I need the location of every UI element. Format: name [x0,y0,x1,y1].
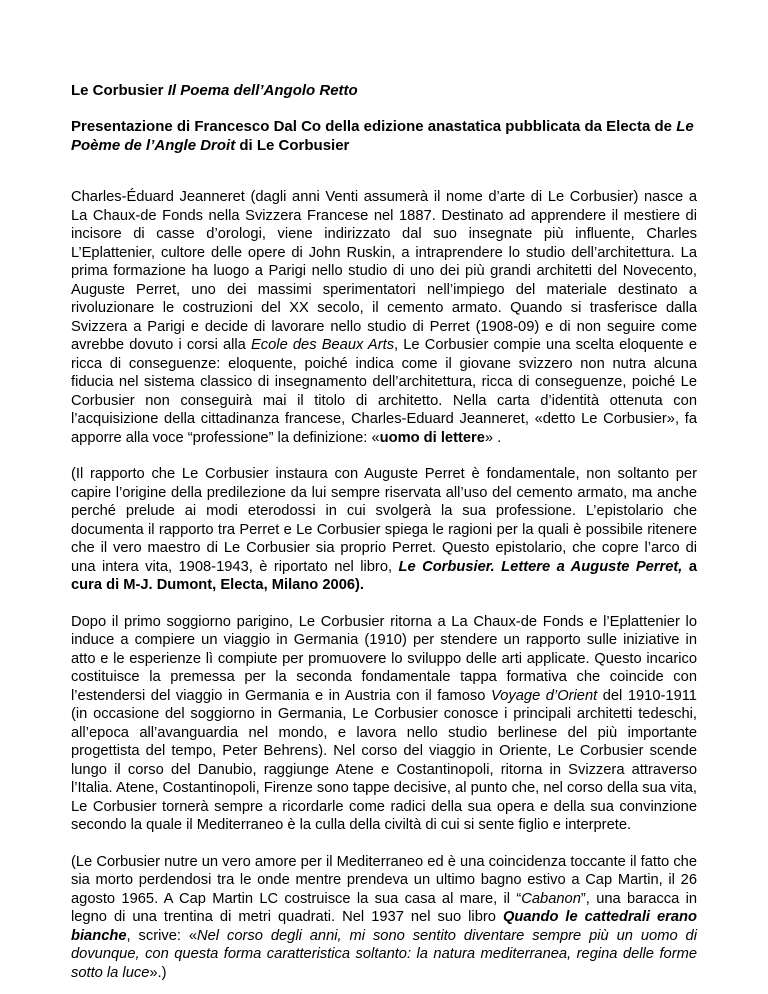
p1-ecole-beaux-arts: Ecole des Beaux Arts [251,337,395,353]
document-subtitle [71,118,697,155]
p4-text-1: (Le Corbusier nutre un vero amore per il Mediterraneo ed è una coincidenza toccante il fatto che sia morto perdendosi tra le onde mentre prendeva un ultimo bagno estivo a Cap Martin, il 26 agosto 1965. A Cap Martin LC costruisce la sua casa al mare, il “ [71,853,697,907]
paragraph-3 [71,613,697,835]
title-author: Le Corbusier [71,82,168,99]
subtitle-text-2: di Le Corbusier [235,136,350,154]
p3-voyage-orient: Voyage d’Orient [490,687,598,704]
p1-text-3: » . [484,429,502,446]
paragraph-1 [71,188,697,447]
document-title [71,82,697,100]
paragraph-4 [71,853,697,983]
p2-book-title: Le Corbusier. Lettere a Auguste Perret, [398,558,683,575]
p2-book-citation: a cura di M-J. Dumont, Electa, Milano 2006). [71,558,697,593]
p4-quote: Nel corso degli anni, mi sono sentito diventare sempre più un uomo di dovunque, con questa forma caratteristica soltanto: la natura mediterranea, regina delle forme sotto la luce [71,927,697,981]
p1-text-1: Charles-Éduard Jeanneret (dagli anni Venti assumerà il nome d’arte di Le Corbusier) nasce a La Chaux-de Fonds nella Svizzera Francese nel 1887. Destinato ad apprendere il mestiere di incisore di casse d’orologi, viene indirizzato dal suo insegnate più influente, Charles L’Eplattenier, cultore delle opere di John Ruskin, a intraprendere lo studio dell’architettura. La prima formazione ha luogo a Parigi nello studio di uno dei più grandi architetti del Novecento, Auguste Perret, uno dei massimi sperimentatori nell’impiego del materiale destinato a rivoluzionare le costruzioni del XX secolo, il cemento armato. Quando si trasferisce dalla Svizzera a Parigi e decide di lavorare nello studio di Perret (1908-09) e di non seguire come avrebbe dovuto i corsi alla [71,189,697,353]
subtitle-work-title: Le Poème de l’Angle Droit [71,118,694,154]
p1-uomo-di-lettere: uomo di lettere [379,429,485,446]
p2-text-1: (Il rapporto che Le Corbusier instaura con Auguste Perret è fondamentale, non soltanto per capire l’origine della predilezione da lui sempre riservata all’uso del cemento armato, ma anche perché prelude ai modi eterodossi in cui svolgerà la sua professione. L’epistolario che documenta il rapporto tra Perret e Le Corbusier spiega le ragioni per la quali è possibile ritenere che il vero maestro di Le Corbusier sia proprio Perret. Questo epistolario, che copre l’arco di una intera vita, 1908-1943, è riportato nel libro, [71,466,697,575]
p1-text-2: , Le Corbusier compie una scelta eloquente e ricca di conseguenze: eloquente, poiché indica come il giovane svizzero non nutra alcuna fiducia nel sistema classico di insegnamento dell’architettura, ricca di conseguenze, poiché Le Corbusier non conseguirà mai il titolo di architetto. Nella carta d’identità ottenuta con l’acquisizione della cittadinanza francese, Charles-Eduard Jeanneret, «detto Le Corbusier», fa apporre alla voce “professione” la definizione: « [71,337,697,446]
p3-text-2: del 1910-1911 (in occasione del soggiorno in Germania, Le Corbusier conosce i principali architetti tedeschi, all’epoca all’avanguardia nel mondo, e lavora nello studio berlinese del più importante progettista del tempo, Peter Behrens). Nel corso del viaggio in Oriente, Le Corbusier scende lungo il corso del Danubio, raggiunge Atene e Costantinopoli, ritorna in Svizzera attraverso l’Italia. Atene, Costantinopoli, Firenze sono tappe decisive, al punto che, nel corso della sua vita, Le Corbusier tornerà sempre a ricordarle come radici della sua opera e della sua convinzione secondo la quale il Mediterraneo è la culla della civiltà di cui si sente figlio e interprete. [71,687,697,833]
p4-cabanon: Cabanon [521,890,581,907]
title-work: Il Poema dell’Angolo Retto [167,82,358,99]
p4-text-4: ».) [149,964,167,981]
subtitle-text-1: Presentazione di Francesco Dal Co della edizione anastatica pubblicata da Electa de [71,118,677,135]
p4-book-title: Quando le cattedrali erano bianche [71,909,697,944]
p4-text-3: , scrive: « [126,927,198,944]
p4-text-2: ”, una baracca in legno di una trentina di metri quadrati. Nel 1937 nel suo libro [71,890,698,925]
paragraph-2 [71,465,697,595]
p3-text-1: Dopo il primo soggiorno parigino, Le Corbusier ritorna a La Chaux-de Fonds e l’Eplattenier lo induce a compiere un viaggio in Germania (1910) per stendere un rapporto sulle iniziative in atto e le esperienze lì compiute per promuovere lo sviluppo delle arti applicate. Questo incarico costituisce la premessa per la seconda fondamentale tappa formativa che coincide con l’estendersi del viaggio in Germania e in Austria con il famoso [71,613,697,704]
